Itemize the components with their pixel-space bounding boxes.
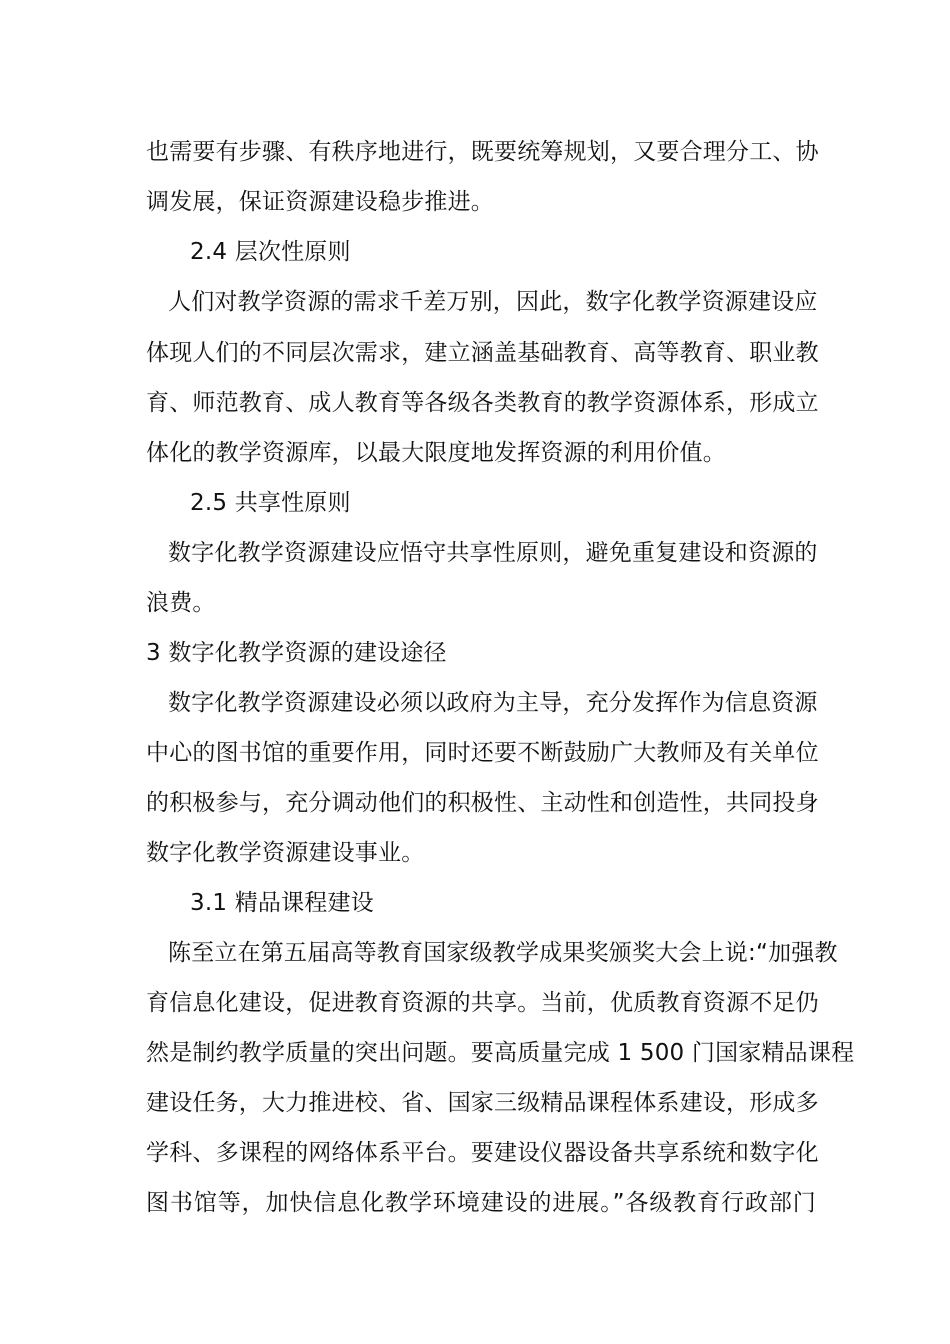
body-text-line: 建设任务，大力推进校、省、国家三级精品课程体系建设，形成多 — [146, 1090, 819, 1116]
body-text-line: 学科、多课程的网络体系平台。要建设仪器设备共享系统和数字化 — [146, 1140, 819, 1166]
body-text-line: 图书馆等，加快信息化教学环境建设的进展。”各级教育行政部门 — [146, 1190, 816, 1216]
body-text-line: 体化的教学资源库，以最大限度地发挥资源的利用价值。 — [146, 440, 726, 466]
section-heading-3-1: 3.1 精品课程建设 — [190, 890, 374, 916]
section-heading-2-4: 2.4 层次性原则 — [190, 239, 351, 265]
section-heading-3: 3 数字化教学资源的建设途径 — [146, 640, 447, 666]
body-text-line: 调发展，保证资源建设稳步推进。 — [146, 189, 494, 215]
body-text-line: 数字化教学资源建设必须以政府为主导，充分发挥作为信息资源 — [168, 690, 818, 716]
body-text-line: 数字化教学资源建设事业。 — [146, 840, 425, 866]
section-heading-2-5: 2.5 共享性原则 — [190, 490, 351, 516]
body-text-line: 育、师范教育、成人教育等各级各类教育的教学资源体系，形成立 — [146, 390, 819, 416]
body-text-line: 数字化教学资源建设应悟守共享性原则，避免重复建设和资源的 — [168, 540, 818, 566]
body-text-line: 也需要有步骤、有秩序地进行，既要统筹规划，又要合理分工、协 — [146, 139, 819, 165]
body-text-line: 人们对教学资源的需求千差万别，因此，数字化教学资源建设应 — [168, 289, 818, 315]
body-text-line: 的积极参与，充分调动他们的积极性、主动性和创造性，共同投身 — [146, 790, 819, 816]
body-text-line: 然是制约教学质量的突出问题。要高质量完成 1 500 门国家精品课程 — [146, 1040, 855, 1066]
body-text-line: 浪费。 — [146, 590, 216, 616]
body-text-line: 陈至立在第五届高等教育国家级教学成果奖颁奖大会上说:“加强教 — [168, 940, 838, 966]
body-text-line: 体现人们的不同层次需求，建立涵盖基础教育、高等教育、职业教 — [146, 340, 819, 366]
body-text-line: 育信息化建设，促进教育资源的共享。当前，优质教育资源不足仍 — [146, 990, 819, 1016]
body-text-line: 中心的图书馆的重要作用，同时还要不断鼓励广大教师及有关单位 — [146, 740, 819, 766]
